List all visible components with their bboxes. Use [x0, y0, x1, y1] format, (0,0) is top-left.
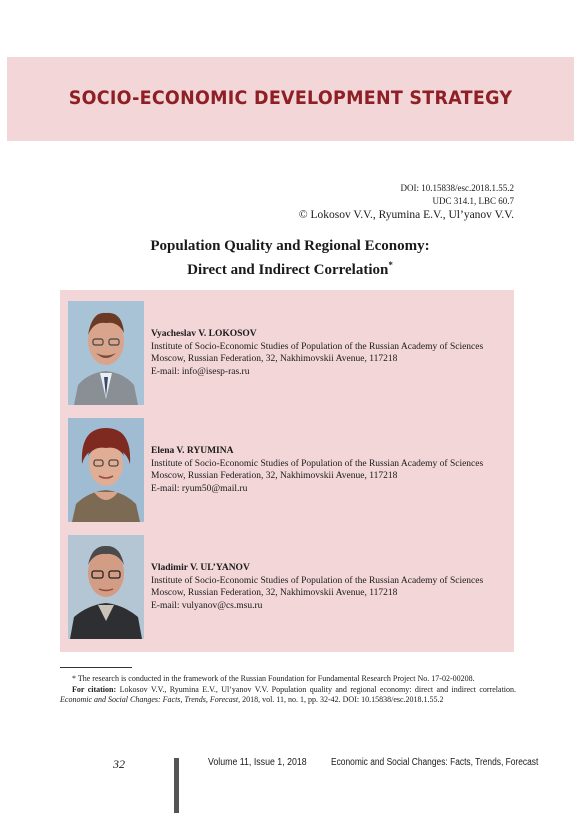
author-info: [151, 328, 503, 378]
author-address: Moscow, Russian Federation, 32, Nakhimovskii Avenue, 117218: [151, 354, 398, 364]
author-card: [68, 418, 508, 524]
author-name: Elena V. RYUMINA: [151, 446, 234, 456]
footer-divider-bar: [174, 758, 179, 813]
citation-journal: Economic and Social Changes: Facts, Trends, Forecast: [60, 695, 239, 704]
author-address: Moscow, Russian Federation, 32, Nakhimovskii Avenue, 117218: [151, 588, 398, 598]
author-address: Moscow, Russian Federation, 32, Nakhimovskii Avenue, 117218: [151, 471, 398, 481]
footer-issue: Volume 11, Issue 1, 2018: [208, 757, 307, 768]
page-number: 32: [113, 757, 125, 771]
udc-text: UDC 314.1, LBC 60.7: [432, 196, 514, 206]
article-title: [60, 237, 520, 280]
author-email[interactable]: E-mail: info@isesp-ras.ru: [151, 366, 250, 377]
title-line-1: Population Quality and Regional Economy:: [150, 238, 430, 254]
author-info: [151, 562, 503, 612]
authors-box: [60, 290, 514, 652]
citation-label: For citation:: [72, 684, 117, 694]
section-title: SOCIO-ECONOMIC DEVELOPMENT STRATEGY: [68, 87, 513, 109]
citation-text: Lokosov V.V., Ryumina E.V., Ul’yanov V.V. Population quality and regional economy: direct and indirect correlation.: [119, 684, 517, 694]
section-banner: [7, 57, 574, 141]
citation-tail: , 2018, vol. 11, no. 1, pp. 32-42. DOI: 10.15838/esc.2018.1.55.2: [238, 695, 444, 704]
title-line-2: [60, 256, 520, 280]
author-photo: [68, 535, 144, 639]
title-line-2-text: Direct and Indirect Correlation: [187, 262, 389, 278]
author-info: [151, 445, 503, 495]
title-footnote-mark: *: [388, 260, 393, 270]
author-email[interactable]: E-mail: ryum50@mail.ru: [151, 483, 248, 494]
author-affiliation: Institute of Socio-Economic Studies of Population of the Russian Academy of Sciences: [151, 341, 484, 352]
author-photo: [68, 301, 144, 405]
footnote-divider: [60, 667, 132, 668]
funding-footnote: * The research is conducted in the framework of the Russian Foundation for Fundamental Research Project No. 17-02-00208.: [72, 674, 475, 683]
author-email[interactable]: E-mail: vulyanov@cs.msu.ru: [151, 600, 263, 611]
author-affiliation: Institute of Socio-Economic Studies of Population of the Russian Academy of Sciences: [151, 458, 484, 469]
doi-text: DOI: 10.15838/esc.2018.1.55.2: [400, 183, 514, 193]
author-name: Vyacheslav V. LOKOSOV: [151, 329, 257, 339]
footer-journal: Economic and Social Changes: Facts, Trends, Forecast: [331, 757, 539, 768]
author-card: [68, 535, 508, 641]
copyright-text: © Lokosov V.V., Ryumina E.V., Ul’yanov V.V.: [298, 209, 514, 221]
citation-footnote: [60, 685, 516, 706]
author-affiliation: Institute of Socio-Economic Studies of Population of the Russian Academy of Sciences: [151, 575, 484, 586]
author-photo: [68, 418, 144, 522]
article-meta: [299, 182, 514, 223]
author-name: Vladimir V. UL’YANOV: [151, 563, 250, 573]
author-card: [68, 301, 508, 407]
footnotes: [60, 674, 516, 706]
